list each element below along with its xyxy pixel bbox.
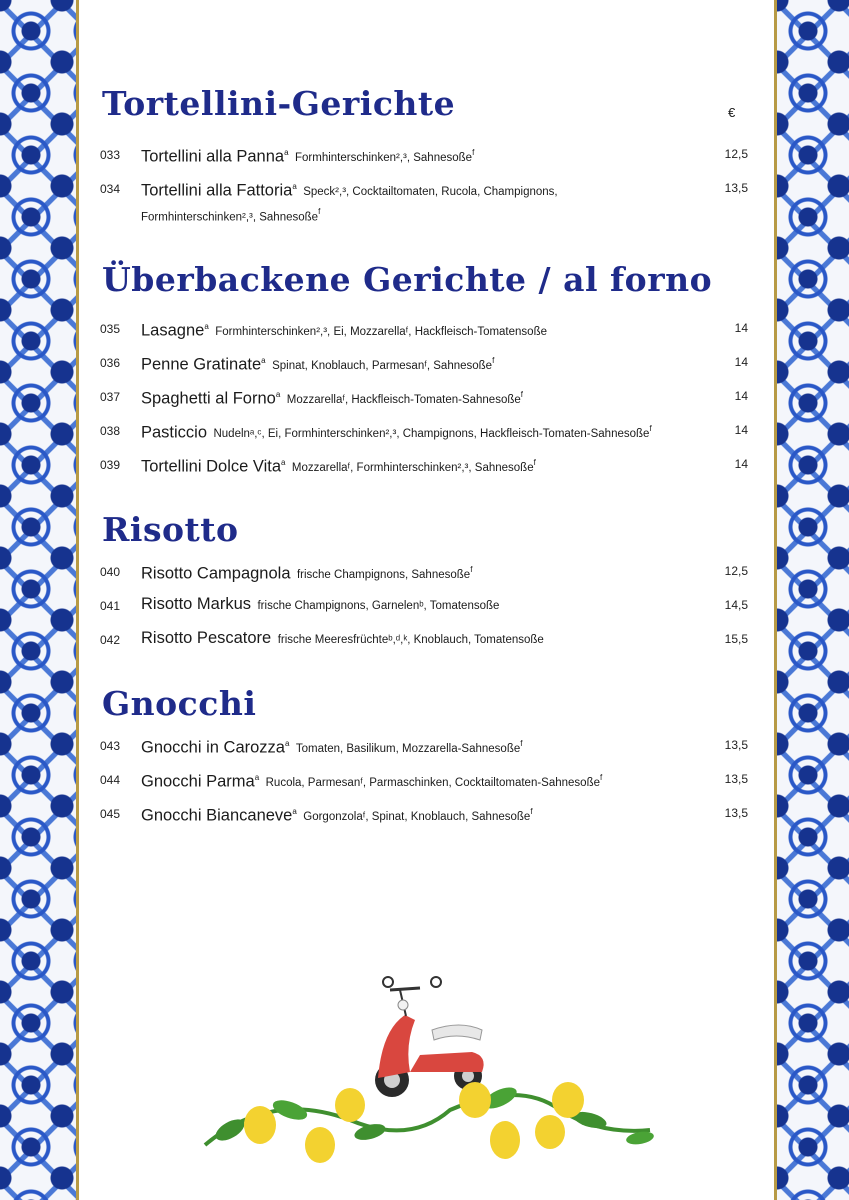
- item-name: Gnocchi Biancaneve: [141, 806, 293, 825]
- item-allergen: f: [472, 148, 475, 157]
- menu-item: [100, 177, 748, 224]
- item-name: Risotto Campagnola: [141, 564, 291, 583]
- menu-item: [100, 453, 748, 477]
- item-number: 043: [100, 739, 121, 753]
- section-title-risotto: Risotto: [102, 510, 239, 549]
- item-name: Gnocchi in Carozza: [141, 738, 285, 757]
- item-price: 14: [734, 457, 748, 471]
- item-number: 037: [100, 390, 121, 404]
- item-allergen: a: [254, 773, 260, 782]
- menu-item: [100, 594, 748, 618]
- item-description: Mozzarellaᶠ, Formhinterschinken²,³, Sahnesoße: [291, 462, 534, 475]
- item-description: Speck²,³, Cocktailtomaten, Rucola, Champignons,: [303, 186, 558, 199]
- section-title-tortellini: Tortellini-Gerichte: [102, 84, 456, 123]
- menu-item: [100, 351, 748, 375]
- item-name: Tortellini Dolce Vita: [141, 457, 282, 476]
- item-allergen: f: [600, 773, 603, 782]
- menu-item: [100, 628, 748, 652]
- section-title-gnocchi: Gnocchi: [102, 684, 257, 723]
- item-name: Lasagne: [141, 321, 205, 340]
- section-title-al-forno: Überbackene Gerichte / al forno: [102, 260, 713, 299]
- item-price: 14: [734, 321, 748, 335]
- item-price: 14,5: [724, 598, 748, 612]
- left-tile-border: [0, 0, 76, 1200]
- item-name: Tortellini alla Panna: [141, 147, 285, 166]
- item-allergen: f: [492, 356, 495, 365]
- item-name: Spaghetti al Forno: [141, 389, 276, 408]
- menu-item: [100, 385, 748, 409]
- item-number: 038: [100, 424, 121, 438]
- item-number: 044: [100, 773, 121, 787]
- item-name: Tortellini alla Fattoria: [141, 181, 293, 200]
- item-number: 042: [100, 633, 121, 647]
- item-description: Spinat, Knoblauch, Parmesanᶠ, Sahnesoße: [272, 360, 493, 373]
- item-description: Rucola, Parmesanᶠ, Parmaschinken, Cocktailtomaten-Sahnesoße: [265, 777, 601, 790]
- item-allergen: a: [281, 458, 286, 467]
- item-description: frische Champignons, Sahnesoße: [296, 569, 471, 582]
- item-allergen: f: [649, 424, 652, 433]
- item-allergen: a: [261, 356, 266, 365]
- item-description: Tomaten, Basilikum, Mozzarella-Sahnesoße: [295, 743, 521, 756]
- left-gold-line: [76, 0, 79, 1200]
- item-number: 033: [100, 148, 121, 162]
- item-allergen: a: [284, 739, 290, 748]
- item-price: 13,5: [724, 181, 748, 195]
- item-name: Pasticcio: [141, 423, 208, 442]
- item-number: 036: [100, 356, 121, 370]
- item-price: 13,5: [724, 738, 748, 752]
- item-description: Formhinterschinken²,³, Sahnesoße: [295, 152, 473, 165]
- item-allergen: f: [533, 458, 536, 467]
- menu-item: [100, 560, 748, 584]
- menu-item: [100, 419, 748, 443]
- item-price: 12,5: [724, 147, 748, 161]
- scooter-lemon-illustration: [120, 960, 680, 1180]
- item-allergen: a: [204, 322, 209, 331]
- item-allergen: f: [520, 739, 523, 748]
- menu-item: [100, 768, 748, 792]
- item-name: Gnocchi Parma: [141, 772, 255, 791]
- item-description: Formhinterschinken²,³, Ei, Mozzarellaᶠ, Hackfleisch-Tomatensoße: [215, 326, 547, 339]
- item-allergen: a: [292, 182, 297, 191]
- item-allergen: f: [318, 207, 321, 217]
- currency-symbol: €: [728, 105, 736, 120]
- item-price: 15,5: [724, 632, 748, 646]
- item-number: 041: [100, 599, 121, 613]
- item-allergen: f: [470, 565, 473, 574]
- item-description: frische Meeresfrüchteᵇ,ᵈ,ᵏ, Knoblauch, Tomatensoße: [277, 634, 544, 646]
- item-allergen: a: [292, 807, 297, 816]
- lemon-branch-icon: [205, 1082, 655, 1163]
- item-price: 13,5: [724, 772, 748, 786]
- item-number: 035: [100, 322, 121, 336]
- item-number: 034: [100, 182, 121, 196]
- item-name: Risotto Pescatore: [141, 629, 272, 647]
- item-name: Penne Gratinate: [141, 355, 262, 374]
- item-price: 14: [734, 423, 748, 437]
- item-number: 045: [100, 807, 121, 821]
- item-description: Nudelnᵃ,ᶜ, Ei, Formhinterschinken²,³, Champignons, Hackfleisch-Tomaten-Sahnesoße: [213, 428, 650, 441]
- menu-item: [100, 802, 748, 826]
- item-price: 13,5: [724, 806, 748, 820]
- item-number: 040: [100, 565, 121, 579]
- item-price: 14: [734, 355, 748, 369]
- menu-item: [100, 734, 748, 758]
- item-allergen: a: [284, 148, 289, 157]
- item-description: frische Champignons, Garnelenᵇ, Tomatensoße: [257, 600, 500, 612]
- item-allergen: f: [530, 807, 533, 816]
- menu-item: [100, 143, 748, 167]
- item-description: Gorgonzolaᶠ, Spinat, Knoblauch, Sahnesoße: [303, 811, 531, 824]
- item-number: 039: [100, 458, 121, 472]
- item-price: 14: [734, 389, 748, 403]
- item-price: 12,5: [724, 564, 748, 578]
- scooter-icon: [375, 977, 484, 1097]
- item-allergen: a: [275, 390, 281, 399]
- item-name: Risotto Markus: [141, 595, 252, 613]
- item-description-line2: Formhinterschinken²,³, Sahnesoße: [141, 211, 319, 224]
- right-tile-border: [777, 0, 849, 1200]
- item-description: Mozzarellaᶠ, Hackfleisch-Tomaten-Sahnesoße: [286, 394, 521, 407]
- item-allergen: f: [520, 390, 523, 399]
- menu-item: [100, 317, 748, 341]
